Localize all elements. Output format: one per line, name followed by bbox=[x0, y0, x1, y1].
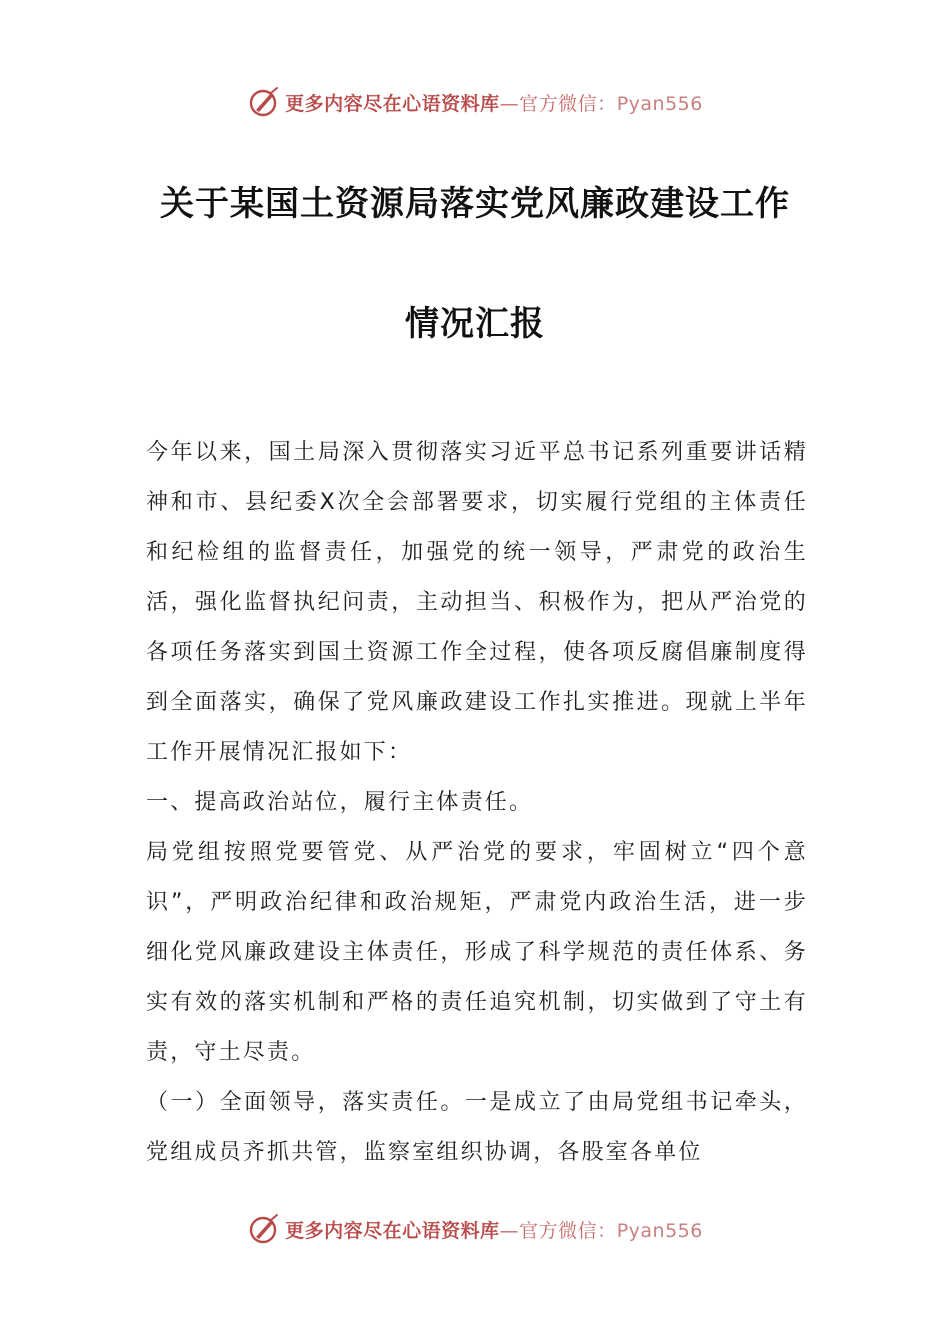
watermark-site-name: 更多内容尽在心语资料库 bbox=[285, 1219, 500, 1242]
watermark-text bbox=[285, 1216, 703, 1243]
pen-quill-circle-icon bbox=[247, 85, 281, 119]
watermark-banner-bottom bbox=[0, 1209, 950, 1249]
section-heading-1: 一、提高政治站位，履行主体责任。 bbox=[146, 790, 534, 815]
watermark-wechat-id: Pyan556 bbox=[616, 92, 703, 115]
pen-quill-circle-icon bbox=[247, 1212, 281, 1246]
document-title-line-2: 情况汇报 bbox=[405, 304, 545, 344]
watermark-dash: — bbox=[499, 92, 520, 115]
watermark-site-name: 更多内容尽在心语资料库 bbox=[285, 92, 500, 115]
paragraph-section-1: 局党组按照党要管党、从严治党的要求，牢固树立“四个意识”，严明政治纪律和政治规矩，严肃党内政治生活，进一步细化党风廉政建设主体责任，形成了科学规范的责任体系、务实有效的落实机制和严格的责任追究机制，切实做到了守土有责，守土尽责。 bbox=[146, 840, 808, 1065]
watermark-wechat-label: 官方微信： bbox=[519, 1219, 617, 1242]
paragraph-subsection-1: （一）全面领导，落实责任。一是成立了由局党组书记牵头，党组成员齐抓共管，监察室组织协调，各股室各单位 bbox=[146, 1090, 808, 1165]
paragraph-intro: 今年以来，国土局深入贯彻落实习近平总书记系列重要讲话精神和市、县纪委X次全会部署要求，切实履行党组的主体责任和纪检组的监督责任，加强党的统一领导，严肃党的政治生活，强化监督执纪问责，主动担当、积极作为，把从严治党的各项任务落实到国土资源工作全过程，使各项反腐倡廉制度得到全面落实，确保了党风廉政建设工作扎实推进。现就上半年工作开展情况汇报如下： bbox=[146, 440, 808, 765]
watermark-wechat-id: Pyan556 bbox=[616, 1219, 703, 1242]
watermark-text bbox=[285, 89, 703, 116]
document-title-line-1: 关于某国土资源局落实党风廉政建设工作 bbox=[160, 184, 790, 224]
watermark-banner-top bbox=[0, 82, 950, 122]
watermark-dash: — bbox=[499, 1219, 520, 1242]
watermark-wechat-label: 官方微信： bbox=[519, 92, 617, 115]
document-body bbox=[146, 428, 808, 1178]
